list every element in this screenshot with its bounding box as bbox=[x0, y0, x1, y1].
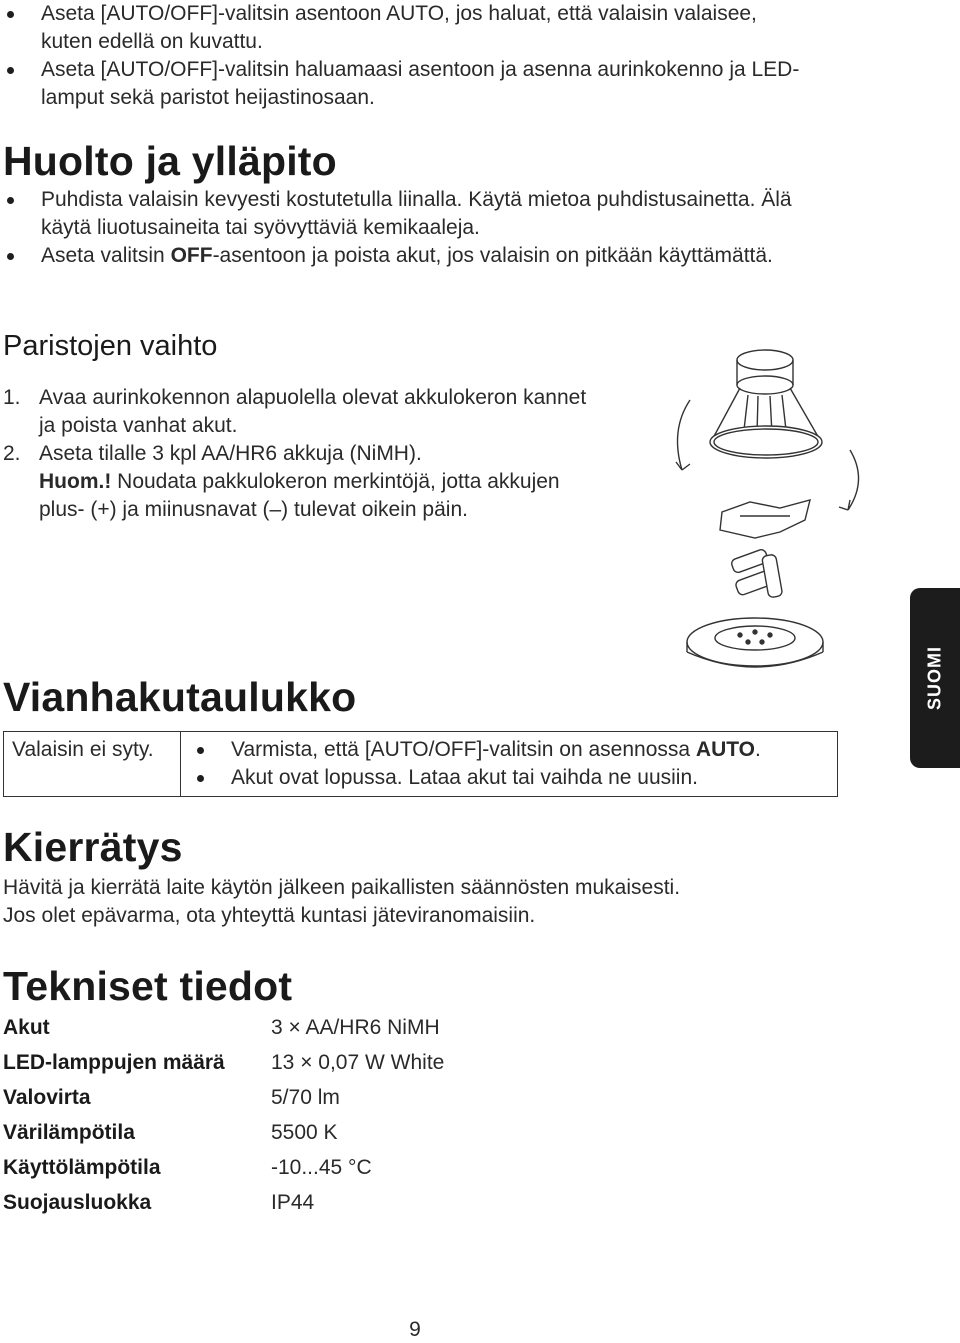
specs-table bbox=[3, 1010, 444, 1220]
battery-note bbox=[3, 468, 603, 524]
step-number: 1. bbox=[3, 386, 21, 409]
battery-steps bbox=[3, 384, 603, 524]
language-tab bbox=[910, 588, 960, 768]
table-row bbox=[3, 1010, 444, 1045]
maintenance-bullet bbox=[3, 242, 803, 270]
spec-value: 13 × 0,07 W White bbox=[271, 1051, 445, 1074]
battery-heading: Paristojen vaihto bbox=[3, 330, 218, 362]
spec-key: Valovirta bbox=[3, 1086, 91, 1109]
fix1-pre: Varmista, että [AUTO/OFF]-valitsin on asennossa bbox=[231, 738, 696, 761]
spec-value: IP44 bbox=[271, 1191, 315, 1214]
troubleshooting-heading: Vianhakutaulukko bbox=[3, 674, 357, 720]
maintenance-bullet: Puhdista valaisin kevyesti kostutetulla liinalla. Käytä mietoa puhdistusainetta. Älä käytä liuotusaineita tai syövyttäviä kemikaaleja. bbox=[3, 186, 803, 242]
step-number: 2. bbox=[3, 442, 21, 465]
spec-value: -10...45 °C bbox=[271, 1156, 372, 1179]
maintenance-b2-pre: Aseta valitsin bbox=[41, 244, 171, 267]
recycling-text bbox=[3, 874, 823, 930]
spec-key: Akut bbox=[3, 1016, 50, 1039]
spec-key: LED-lamppujen määrä bbox=[3, 1051, 225, 1074]
spec-value: 3 × AA/HR6 NiMH bbox=[271, 1016, 440, 1039]
step-text: Aseta tilalle 3 kpl AA/HR6 akkuja (NiMH). bbox=[39, 442, 422, 465]
battery-step bbox=[3, 440, 603, 468]
maintenance-bullets bbox=[3, 186, 803, 270]
intro-bullet: Aseta [AUTO/OFF]-valitsin haluamaasi asentoon ja asenna aurinkokenno ja LED-lamput sekä paristot heijastinosaan. bbox=[3, 56, 803, 112]
recycling-line: Jos olet epävarma, ota yhteyttä kuntasi jäteviranomaisiin. bbox=[3, 904, 536, 927]
maintenance-heading: Huolto ja ylläpito bbox=[3, 138, 337, 184]
battery-replacement-illustration bbox=[660, 330, 880, 690]
off-label: OFF bbox=[170, 244, 213, 267]
spec-value: 5500 K bbox=[271, 1121, 338, 1144]
fix1-post: . bbox=[755, 738, 761, 761]
spec-key: Suojausluokka bbox=[3, 1191, 152, 1214]
specs-heading: Tekniset tiedot bbox=[3, 963, 293, 1009]
intro-bullet: Aseta [AUTO/OFF]-valitsin asentoon AUTO, jos haluat, että valaisin valaisee, kuten edellä on kuvattu. bbox=[3, 0, 803, 56]
maintenance-b2-post: -asentoon ja poista akut, jos valaisin on pitkään käyttämättä. bbox=[212, 244, 773, 267]
solution-item bbox=[193, 736, 829, 764]
spec-key: Käyttölämpötila bbox=[3, 1156, 161, 1179]
recycling-heading: Kierrätys bbox=[3, 824, 183, 870]
table-row bbox=[3, 1150, 444, 1185]
solution-item: Akut ovat lopussa. Lataa akut tai vaihda ne uusiin. bbox=[193, 764, 829, 792]
spec-value: 5/70 lm bbox=[271, 1086, 340, 1109]
table-row bbox=[3, 1080, 444, 1115]
note-label: Huom.! bbox=[39, 470, 112, 493]
intro-bullets bbox=[3, 0, 803, 112]
language-tab-label: SUOMI bbox=[924, 645, 945, 711]
spec-key: Värilämpötila bbox=[3, 1121, 135, 1144]
table-row bbox=[3, 1115, 444, 1150]
table-row bbox=[3, 1185, 444, 1220]
table-row bbox=[3, 1045, 444, 1080]
step-text: Avaa aurinkokennon alapuolella olevat akkulokeron kannet ja poista vanhat akut. bbox=[39, 386, 587, 437]
page-number: 9 bbox=[409, 1318, 421, 1341]
table-row bbox=[4, 732, 838, 797]
auto-label: AUTO bbox=[695, 738, 756, 761]
recycling-line: Hävitä ja kierrätä laite käytön jälkeen paikallisten säännösten mukaisesti. bbox=[3, 876, 681, 899]
battery-step bbox=[3, 384, 603, 440]
solution-cell bbox=[181, 732, 838, 797]
problem-cell: Valaisin ei syty. bbox=[4, 732, 181, 797]
note-text: Noudata pakkulokeron merkintöjä, jotta akkujen plus- (+) ja miinusnavat (–) tulevat oikein päin. bbox=[39, 470, 560, 521]
troubleshooting-table bbox=[3, 731, 838, 797]
